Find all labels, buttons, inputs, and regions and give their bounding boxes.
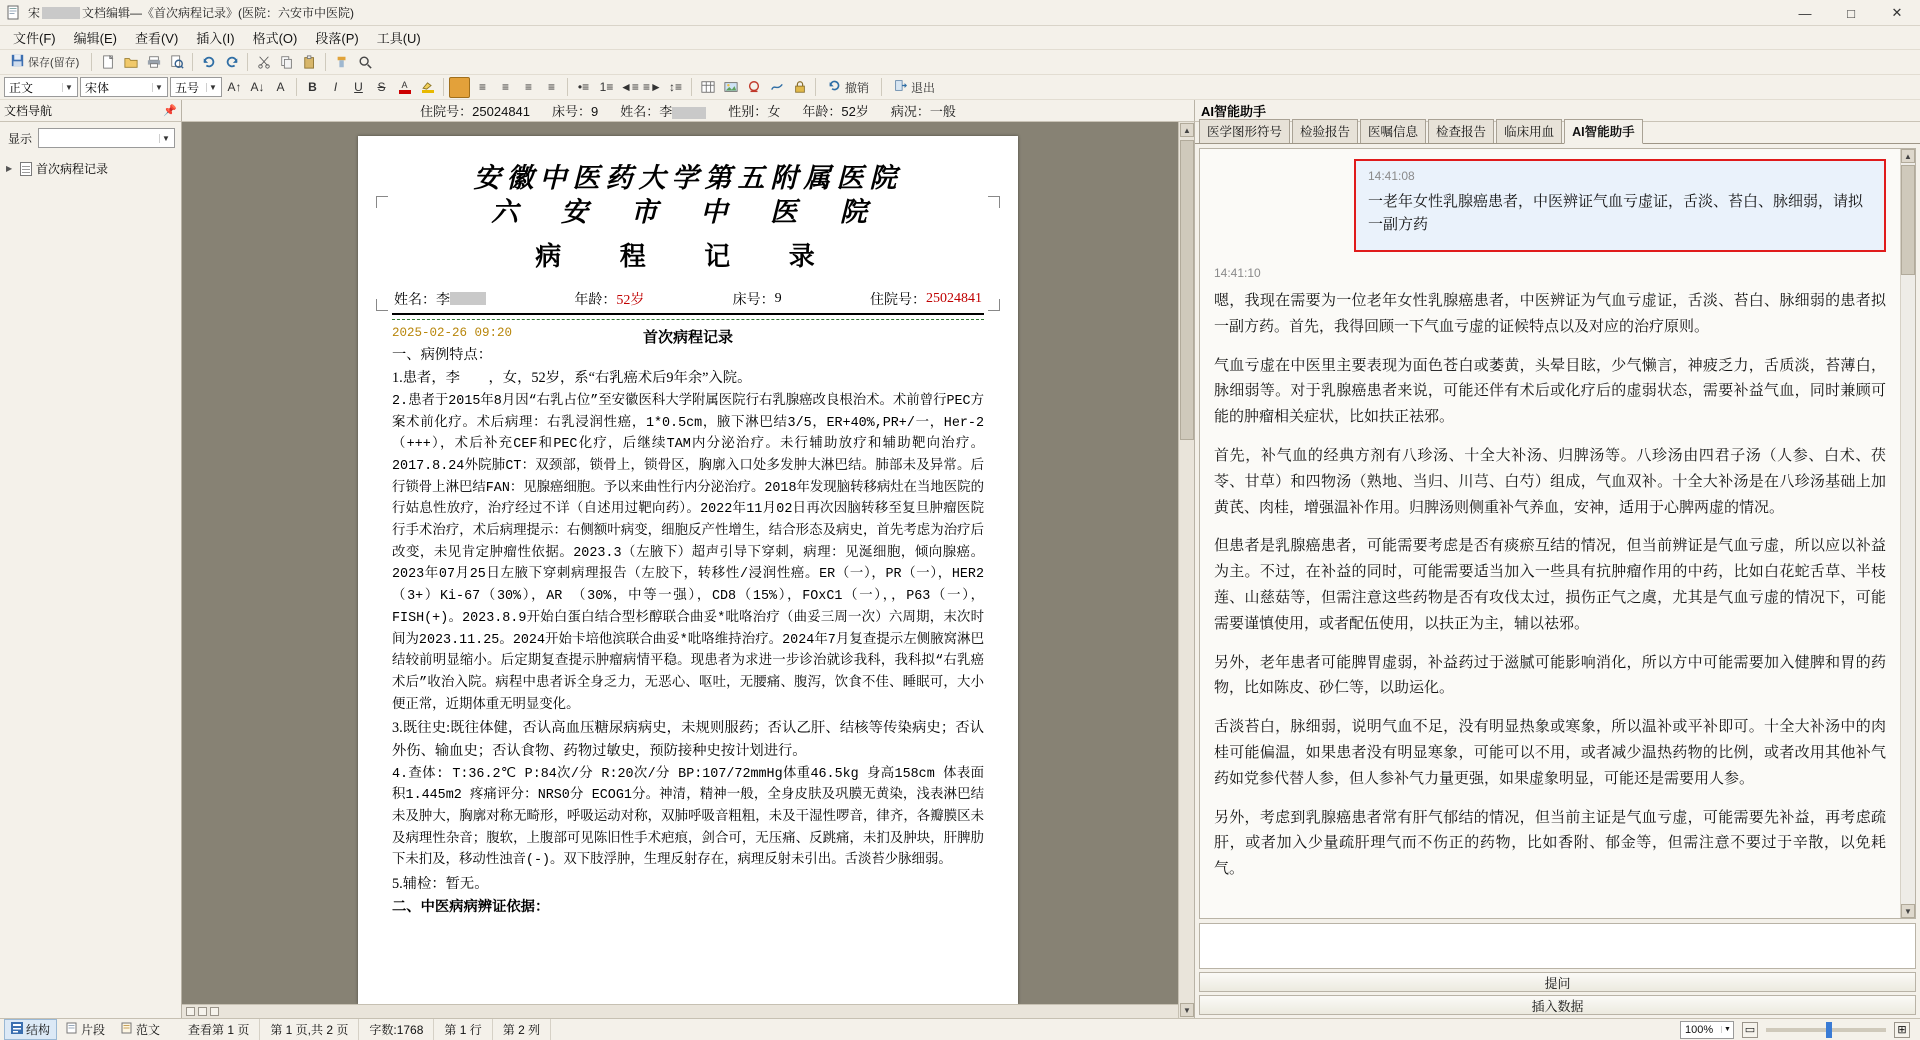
ai-assistant-message — [1214, 266, 1886, 882]
window-title: 文档编辑—《首次病程记录》(医院：六安市中医院) — [82, 6, 355, 20]
crop-mark-top-left — [376, 196, 388, 208]
minimize-button[interactable]: — — [1798, 5, 1812, 21]
doc-paragraph: 1.患者，李 ，女，52岁，系“右乳癌术后9年余”入院。 — [392, 370, 752, 387]
zoom-out-icon[interactable]: ▭ — [1742, 1022, 1758, 1038]
pin-icon[interactable]: 📌 — [163, 105, 177, 117]
nav-pane-header — [0, 100, 182, 122]
doc-paragraph: 5.辅检：暂无。 — [392, 875, 489, 892]
strikethrough-button[interactable]: S — [377, 80, 386, 94]
status-page-count: 第 1 页,共 2 页 — [260, 1019, 359, 1040]
patient-admission — [420, 101, 530, 120]
menu-insert[interactable]: 插入(I) — [196, 31, 235, 46]
highlight-button[interactable] — [417, 77, 438, 98]
status-tab-snippets-label: 片段 — [81, 1023, 106, 1037]
align-justify-button[interactable]: ≡ — [547, 80, 555, 94]
doc-paragraph: 4.查体: T:36.2℃ P:84次/分 R:20次/分 BP:107/72mmHg体重46.5kg 身高158cm 体表面积1.445m2 疼痛评分：NRS0分 ECOG1分。神清，精神一般，全身皮肤及巩膜无黄染，浅表淋巴结未及肿大，胸廓对称无畸形，呼吸运动对称，双肺呼吸音粗粗，未及干湿性啰音，律齐，各瓣膜区未及病理性杂音；腹软，上腹部可见陈旧性手术疤痕，剑合可，无压痛、反跳痛，未扪及肿块，肝脾肋下未扪及，移动性浊音(-)。双下肢浮肿，生理反射存在，病理反射未引出。舌淡苔少脉细弱。 — [392, 766, 984, 869]
main-body — [0, 122, 1920, 1018]
patient-name-label: 姓名： — [620, 104, 660, 119]
align-center-button[interactable]: ≡ — [501, 80, 509, 94]
undo-action-button[interactable] — [821, 77, 876, 98]
ai-scroll-thumb[interactable] — [1901, 165, 1915, 275]
view-mode-print-icon[interactable] — [186, 1007, 195, 1016]
text-color-button[interactable] — [394, 77, 415, 98]
toolbar-separator — [91, 53, 92, 71]
find-icon[interactable] — [354, 52, 375, 73]
toolbar-separator-7 — [567, 78, 568, 96]
menu-view[interactable]: 查看(V) — [134, 31, 179, 46]
patient-gender-value: 女 — [767, 104, 781, 119]
exit-button[interactable] — [887, 77, 942, 98]
doc-admission-label: 住院号： — [869, 292, 926, 308]
numbered-list-button[interactable]: 1≡ — [599, 80, 614, 94]
menu-file[interactable]: 文件(F) — [13, 31, 56, 46]
chevron-down-icon: ▼ — [159, 134, 172, 143]
status-word-count: 字数:1768 — [359, 1019, 434, 1040]
text-color-swatch — [399, 90, 411, 94]
status-tab-snippets[interactable] — [59, 1019, 112, 1040]
copy-icon[interactable] — [276, 52, 297, 73]
doc-bed-value: 9 — [774, 290, 782, 306]
chevron-down-icon: ▼ — [62, 83, 75, 92]
font-size-value: 五号 — [175, 80, 200, 95]
toolbar-separator-2 — [192, 53, 193, 71]
toolbar-separator-8 — [691, 78, 692, 96]
patient-gender — [728, 101, 780, 120]
toolbar-separator-4 — [325, 53, 326, 71]
text-color-letter: A — [401, 79, 408, 90]
nav-display-row — [0, 122, 181, 152]
close-button[interactable]: ✕ — [1891, 5, 1903, 20]
scroll-thumb[interactable] — [1180, 140, 1194, 440]
page-color-button[interactable] — [449, 77, 470, 98]
patient-age-label: 年龄： — [802, 104, 842, 119]
undo-arrow-icon — [828, 79, 841, 95]
document-page[interactable] — [358, 136, 1018, 1004]
nav-display-label: 显示 — [8, 131, 33, 146]
highlight-swatch — [422, 90, 434, 93]
window-controls — [1782, 0, 1920, 26]
menu-bar — [0, 26, 1920, 50]
expand-triangle-icon[interactable]: ▶ — [6, 164, 13, 173]
template-icon — [121, 1022, 133, 1037]
title-redaction — [42, 7, 80, 19]
chevron-down-icon: ▼ — [1721, 1026, 1733, 1033]
zoom-slider-handle[interactable] — [1826, 1022, 1832, 1038]
doc-bed-label: 床号： — [732, 292, 775, 308]
save-icon — [11, 54, 24, 70]
ai-user-message-text: 一老年女性乳腺癌患者，中医辨证气血亏虚证，舌淡、苔白、脉细弱，请拟一副方药 — [1368, 193, 1864, 233]
image-icon[interactable] — [720, 77, 741, 98]
status-column: 第 2 列 — [493, 1019, 551, 1040]
record-header-row — [392, 325, 984, 346]
hospital-name-line2: 六 安 市 中 医 院 — [491, 196, 885, 227]
tab-exam-reports[interactable]: 检查报告 — [1428, 119, 1494, 143]
record-title: 病 程 记 录 — [535, 241, 841, 271]
title-bar — [0, 0, 1920, 26]
patient-name-redaction — [672, 107, 706, 119]
patient-admission-value: 25024841 — [472, 104, 531, 119]
document-vertical-scrollbar[interactable] — [1178, 122, 1194, 1018]
ai-paragraph: 另外，老年患者可能脾胃虚弱，补益药过于滋腻可能影响消化，所以方中可能需要加入健脾和胃的药物，比如陈皮、砂仁等，以助运化。 — [1214, 653, 1886, 697]
align-right-button[interactable]: ≡ — [524, 80, 532, 94]
status-bar — [0, 1018, 1920, 1040]
crop-mark-top-right — [988, 196, 1000, 208]
title-prefix: 宋 — [28, 6, 41, 20]
ai-user-message-time: 14:41:08 — [1368, 169, 1415, 183]
ai-paragraph: 首先，补气血的经典方剂有八珍汤、十全大补汤、归脾汤等。八珍汤由四君子汤（人参、白术、茯苓、甘草）和四物汤（熟地、当归、川芎、白芍）组成，气血双补。十全大补汤是在八珍汤基础上加黄芪、肉桂，增强温补作用。归脾汤则侧重补气养血，安神，适用于心脾两虚的情况。 — [1214, 446, 1886, 516]
bold-button[interactable]: B — [308, 80, 317, 94]
spacer-1 — [496, 289, 564, 309]
doc-admission-value: 25024841 — [925, 290, 982, 306]
shrink-font-button[interactable]: A↓ — [250, 80, 265, 94]
toolbar-separator-10 — [881, 78, 882, 96]
doc-age-value: 52岁 — [616, 292, 645, 308]
zoom-value: 100% — [1685, 1023, 1714, 1036]
chevron-down-icon: ▼ — [152, 83, 165, 92]
app-icon — [6, 5, 22, 21]
doc-paragraph: 二、中医病病辨证依据： — [392, 899, 550, 916]
ai-tab-bar — [1195, 122, 1920, 144]
section-divider — [392, 319, 984, 320]
doc-paragraph: 2.患者于2015年8月因“右乳占位”至安徽医科大学附属医院行右乳腺癌改良根治术。术前曾行PEC方案术前化疗。术后病理：右乳浸润性癌，1*0.5cm，腋下淋巴结3/5，ER+40%,PR+/一，Her-2（+++），术后补充CEF和PEC化疗，后继续TAM内分泌治疗。未行辅助放疗和辅助靶向治疗。2017.8.24外院肺CT：双颈部，锁骨上，锁骨区，胸廓入口处多发肿大淋巴结。肺部未及异常。后行锁骨上淋巴结FAN：见腺癌细胞。予以来曲性行内分泌治疗。2018年发现脑转移病灶在当地医院的行姑息性放疗，治疗经过不详（自述用过靶向药）。2022年11月02日再次因脑转移至复旦肿瘤医院行手术治疗，术后病理提示：右侧额叶病变，细胞反产性增生，结合形态及病史，首先考虑为治疗后改变，未见肯定肿瘤性依据。2023.3（左腋下）超声引导下穿刺，病理：见涎细胞，倾向腺癌。2023年07月25日左腋下穿刺病理报告（左胶下，转移性/浸润性癌。ER（一），PR（一），HER2（3+）Ki-67（30%），AR （30%，中等一强），CD8（15%），FOxC1（一），，P63（一），FISH(+)。2023.8.9开始白蛋白结合型杉醇联合曲妥*吡咯治疗（曲妥三周一次）六周期，末次时间为2023.11.25。2024开始卡培他滨联合曲妥*吡咯维持治疗。2024年7月复查提示左侧腋窝淋巴结较前明显缩小。后定期复查提示肿瘤病情平稳。现患者为求进一步诊治就诊我科，我科拟“右乳癌术后”收治入院。病程中患者诉全身乏力，无恶心、呕吐，无腰痛、腹泻，饮食不佳、睡眠可，大小便正常，近期体重无明显变化。 — [392, 393, 984, 713]
status-line: 第 1 行 — [434, 1019, 492, 1040]
crop-mark-bottom-left — [376, 299, 388, 311]
font-size-select[interactable] — [170, 77, 222, 97]
doc-name-redaction — [450, 292, 486, 305]
doc-field-bed — [733, 289, 782, 309]
nav-display-select[interactable] — [38, 128, 175, 148]
ai-message-list — [1200, 149, 1900, 918]
record-section-title: 首次病程记录 — [642, 329, 734, 346]
patient-bed-label: 床号： — [552, 104, 592, 119]
ai-insert-data-button[interactable]: 插入数据 — [1199, 995, 1916, 1015]
decrease-indent-button[interactable]: ◄≡ — [620, 80, 639, 94]
menu-edit[interactable]: 编辑(E) — [73, 31, 117, 46]
ai-assistant-message-text — [1214, 288, 1886, 882]
ai-panel-title: AI智能助手 — [1201, 104, 1267, 119]
doc-paragraph: 一、病例特点： — [392, 346, 493, 363]
increase-indent-button[interactable]: ≡► — [643, 80, 662, 94]
spacer-2 — [654, 289, 722, 309]
toolbar-separator-3 — [247, 53, 248, 71]
zoom-slider[interactable] — [1766, 1028, 1886, 1032]
ai-paragraph: 但患者是乳腺癌患者，可能需要考虑是否有痰瘀互结的情况，但当前辨证是气血亏虚，所以应以补益为主。不过，在补益的同时，可能需要适当加入一些具有抗肿瘤作用的中药，比如白花蛇舌草、半枝莲、山慈菇等，但需注意这些药物是否有攻伐太过，损伤正气之虞，尤其是气血亏虚的情况下，可能需要谨慎使用，或者配伍使用，以扶正为主，辅以祛邪。 — [1214, 537, 1886, 632]
underline-button[interactable]: U — [354, 80, 363, 94]
signature-icon[interactable] — [766, 77, 787, 98]
status-tab-structure-label: 结构 — [26, 1023, 51, 1037]
paragraph-style-value: 正文 — [9, 80, 34, 95]
clear-format-button[interactable]: A — [276, 80, 285, 94]
status-current-page: 查看第 1 页 — [178, 1019, 260, 1040]
document-icon — [20, 162, 32, 176]
view-mode-web-icon[interactable] — [198, 1007, 207, 1016]
scroll-up-icon[interactable]: ▲ — [1180, 123, 1194, 137]
document-navigation-pane — [0, 122, 182, 1018]
patient-bed — [552, 101, 598, 120]
patient-condition-value: 一般 — [929, 104, 956, 119]
patient-age-value: 52岁 — [841, 104, 869, 119]
paragraph-style-select[interactable] — [4, 77, 78, 97]
doc-field-name — [394, 289, 486, 309]
status-tab-templates-label: 范文 — [136, 1023, 161, 1037]
align-left-button[interactable]: ≡ — [478, 80, 486, 94]
zoom-in-icon[interactable]: ⊞ — [1894, 1022, 1910, 1038]
table-icon[interactable] — [697, 77, 718, 98]
print-preview-icon[interactable] — [166, 52, 187, 73]
cut-icon[interactable] — [253, 52, 274, 73]
spacer-3 — [792, 289, 860, 309]
italic-button[interactable]: I — [333, 80, 338, 94]
zoom-select[interactable] — [1680, 1021, 1734, 1039]
stamp-icon[interactable] — [743, 77, 764, 98]
undo-label: 撤销 — [845, 80, 870, 95]
ai-ask-button[interactable]: 提问 — [1199, 972, 1916, 992]
exit-icon — [894, 79, 907, 95]
document-pane — [182, 122, 1194, 1018]
chevron-down-icon: ▼ — [206, 83, 219, 92]
toolbar-formatting — [0, 75, 1920, 100]
ai-user-message — [1354, 159, 1886, 252]
patient-condition — [891, 101, 956, 120]
patient-age — [802, 101, 868, 120]
doc-name-value: 李 — [436, 292, 450, 308]
patient-condition-label: 病况： — [890, 104, 930, 119]
patient-admission-label: 住院号： — [420, 104, 473, 119]
nav-tree-item[interactable] — [4, 158, 177, 179]
view-mode-draft-icon[interactable] — [210, 1007, 219, 1016]
save-button[interactable] — [4, 52, 86, 73]
bullet-list-button[interactable]: •≡ — [577, 80, 590, 94]
toolbar-separator-6 — [443, 78, 444, 96]
undo-icon[interactable] — [198, 52, 219, 73]
open-icon[interactable] — [120, 52, 141, 73]
tab-lab-reports[interactable]: 检验报告 — [1292, 119, 1358, 143]
menu-paragraph[interactable]: 段落(P) — [315, 31, 359, 46]
line-spacing-button[interactable]: ↕≡ — [668, 80, 682, 94]
ai-scroll-down-icon[interactable]: ▼ — [1901, 904, 1915, 918]
font-name-select[interactable] — [80, 77, 168, 97]
ai-vertical-scrollbar[interactable] — [1900, 149, 1915, 918]
ai-assistant-pane — [1194, 122, 1920, 1018]
record-timestamp: 2025-02-26 09:20 — [392, 325, 513, 340]
nav-tree — [0, 152, 181, 1018]
document-text[interactable] — [392, 344, 984, 920]
ai-assistant-message-time: 14:41:10 — [1214, 266, 1261, 280]
ai-paragraph: 嗯，我现在需要为一位老年女性乳腺癌患者，中医辨证为气血亏虚证，舌淡、苔白、脉细弱的患者拟一副方药。首先，我得回顾一下气血亏虚的证候特点以及对应的治疗原则。 — [1214, 292, 1886, 335]
toolbar-separator-9 — [815, 78, 816, 96]
status-view-tabs — [0, 1019, 178, 1040]
doc-name-label: 姓名： — [394, 292, 436, 308]
paste-icon[interactable] — [299, 52, 320, 73]
patient-name-value: 李 — [659, 104, 673, 119]
document-patient-fields — [392, 283, 984, 315]
ai-paragraph: 另外，考虑到乳腺癌患者常有肝气郁结的情况，但当前主证是气血亏虚，可能需要先补益，再考虑疏肝，或者加入少量疏肝理气而不伤正的药物，比如香附、郁金等，但需注意不要过于辛散，以免耗气。 — [1214, 808, 1886, 878]
scroll-down-icon[interactable]: ▼ — [1180, 1003, 1194, 1017]
toolbar-primary — [0, 50, 1920, 75]
tab-orders-info[interactable]: 医嘱信息 — [1360, 119, 1426, 143]
print-icon[interactable] — [143, 52, 164, 73]
doc-paragraph: 3.既往史:既往体健，否认高血压糖尿病病史，未规则服药；否认乙肝、结核等传染病史；否认外伤、输血史；否认食物、药物过敏史，预防接种史按计划进行。 — [392, 719, 984, 760]
tab-ai-assistant[interactable]: AI智能助手 — [1564, 119, 1643, 144]
toolbar-separator-5 — [296, 78, 297, 96]
ai-paragraph: 气血亏虚在中医里主要表现为面色苍白或萎黄，头晕目眩，少气懒言，神疲乏力，舌质淡，苔薄白，脉细弱等。对于乳腺癌患者来说，可能还伴有术后或化疗后的虚弱状态，需要补益气血，同时兼顾可能的肿瘤相关症状，比如扶正祛邪。 — [1214, 356, 1886, 426]
patient-info-strip — [182, 100, 1194, 122]
tab-medical-symbols[interactable]: 医学图形符号 — [1199, 119, 1290, 143]
doc-field-age — [574, 289, 644, 309]
snippet-icon — [66, 1022, 78, 1037]
document-scroll-area[interactable] — [182, 122, 1194, 1004]
ai-paragraph: 舌淡苔白，脉细弱，说明气血不足，没有明显热象或寒象，所以温补或平补即可。十全大补汤中的肉桂可能偏温，如果患者没有明显寒象，可能可以不用，或者减少温热药物的比例，或者改用其他补气药如党参代替人参，但人参补气力量更强，如果虚象明显，可能还是需要用人参。 — [1214, 718, 1886, 787]
patient-bed-value: 9 — [591, 104, 599, 119]
menu-format[interactable]: 格式(O) — [252, 31, 298, 46]
patient-gender-label: 性别： — [728, 104, 768, 119]
grow-font-button[interactable]: A↑ — [227, 80, 242, 94]
document-view-toggles — [182, 1004, 1194, 1018]
ai-scroll-up-icon[interactable]: ▲ — [1901, 149, 1915, 163]
status-tab-structure[interactable] — [4, 1019, 57, 1040]
ai-conversation — [1199, 148, 1916, 919]
status-tab-templates[interactable] — [114, 1019, 167, 1040]
patient-name — [620, 101, 706, 120]
nav-title: 文档导航 — [4, 104, 53, 118]
crop-mark-bottom-right — [988, 299, 1000, 311]
menu-tools[interactable]: 工具(U) — [376, 31, 421, 46]
doc-field-admission — [870, 289, 982, 309]
structure-icon — [11, 1022, 23, 1037]
exit-label: 退出 — [911, 80, 936, 95]
font-name-value: 宋体 — [85, 80, 110, 95]
hospital-name-line1: 安徽中医药大学第五附属医院 — [473, 163, 903, 193]
doc-age-label: 年龄： — [574, 292, 617, 308]
new-doc-icon[interactable] — [97, 52, 118, 73]
tab-clinical-blood[interactable]: 临床用血 — [1496, 119, 1562, 143]
ai-prompt-input[interactable] — [1199, 923, 1916, 969]
lock-icon[interactable] — [789, 77, 810, 98]
save-label: 保存(留存) — [28, 57, 80, 69]
maximize-button[interactable]: □ — [1847, 5, 1855, 21]
format-painter-icon[interactable] — [331, 52, 352, 73]
redo-icon[interactable] — [221, 52, 242, 73]
nav-tree-item-label: 首次病程记录 — [36, 162, 109, 176]
